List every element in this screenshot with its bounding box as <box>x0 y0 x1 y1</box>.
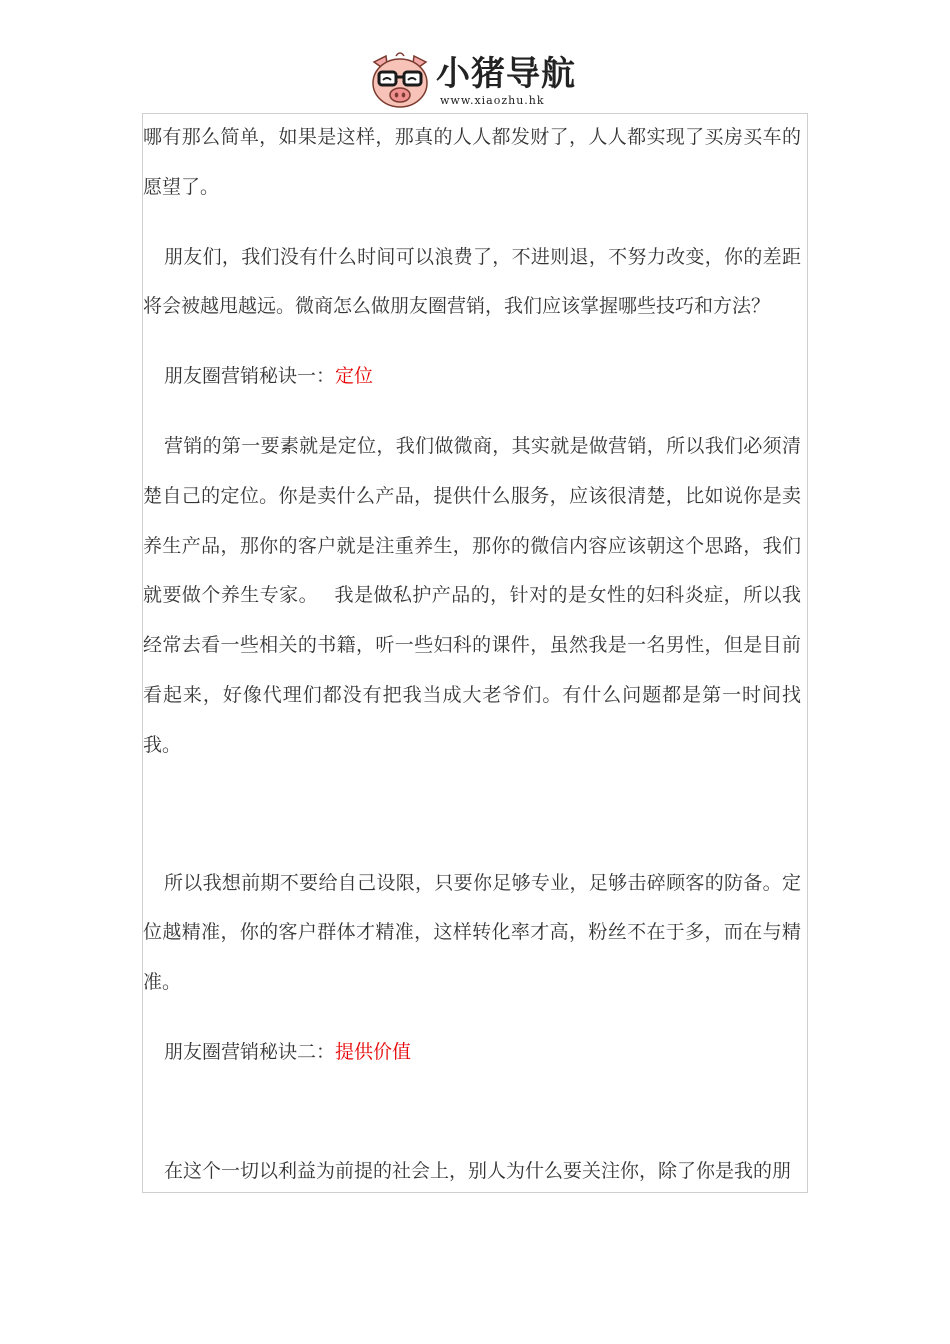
document-body <box>143 114 801 1193</box>
document-frame <box>142 113 808 1193</box>
paragraph-5: 在这个一切以利益为前提的社会上，别人为什么要关注你，除了你是我的朋 <box>164 1159 792 1182</box>
paragraph-3: 营销的第一要素就是定位，我们做微商，其实就是做营销，所以我们必须清楚自己的定位。你是卖什么产品，提供什么服务，应该很清楚，比如说你是卖养生产品，那你的客户就是注重养生，那你的微信内容应该朝这个思路，我们就要做个养生专家。 我是做私护产品的，针对的是女性的妇科炎症，所以我经常去看一些相关的书籍，听一些妇科的课件，虽然我是一名男性，但是目前看起来，好像代理们都没有把我当成大老爷们。有什么问题都是第一时间找我。 <box>143 434 801 756</box>
section-heading-1 <box>143 352 801 402</box>
paragraph-2: 朋友们，我们没有什么时间可以浪费了，不进则退，不努力改变，你的差距将会被越甩越远。微商怎么做朋友圈营销，我们应该掌握哪些技巧和方法？ <box>143 245 801 318</box>
pig-mascot-icon <box>368 52 432 110</box>
section-heading-1-prefix: 朋友圈营销秘诀一： <box>164 365 336 388</box>
section-heading-2 <box>143 1028 801 1078</box>
site-logo <box>368 52 576 112</box>
logo-title: 小猪导航 <box>436 54 576 94</box>
section-heading-2-highlight: 提供价值 <box>335 1040 412 1063</box>
section-heading-1-highlight: 定位 <box>335 365 374 388</box>
logo-url: www.xiaozhu.hk <box>440 94 545 107</box>
paragraph-4: 所以我想前期不要给自己设限，只要你足够专业，足够击碎顾客的防备。定位越精准，你的客户群体才精准，这样转化率才高，粉丝不在于多，而在与精准。 <box>143 871 801 994</box>
paragraph-1: 哪有那么简单，如果是这样，那真的人人都发财了，人人都实现了买房买车的愿望了。 <box>143 126 801 198</box>
section-heading-2-prefix: 朋友圈营销秘诀二： <box>164 1040 336 1063</box>
